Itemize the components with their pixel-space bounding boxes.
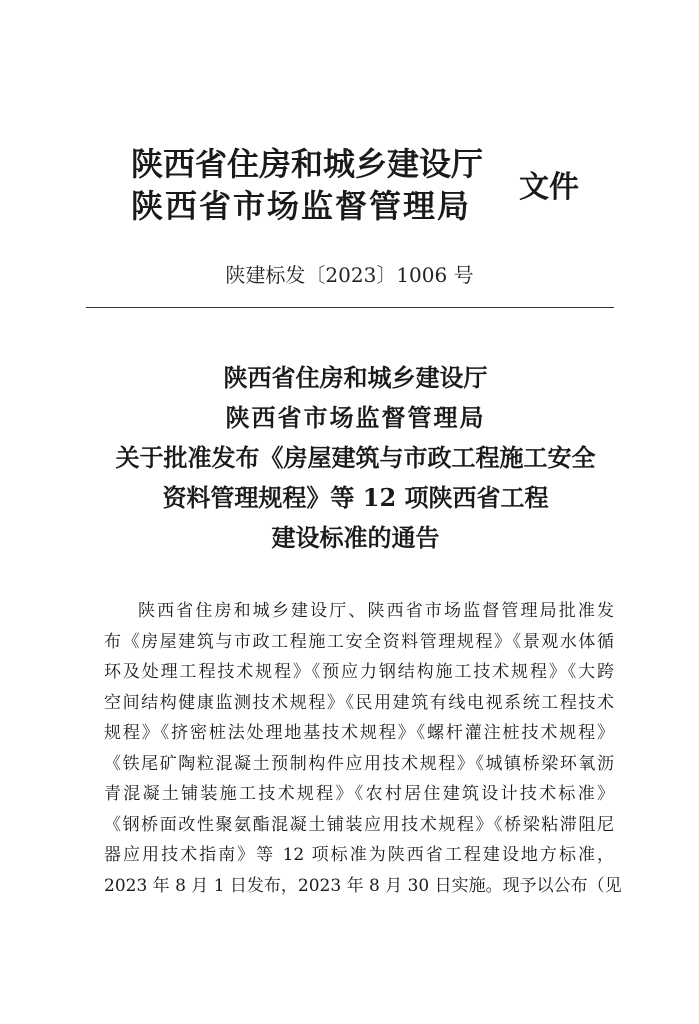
title-line-4: 资料管理规程》等 12 项陕西省工程 [162,483,549,512]
body-line: 《钢桥面改性聚氨酯混凝土铺装应用技术规程》《桥梁粘滞阻尼 [104,814,614,835]
body-line: 《铁尾矿陶粒混凝土预制构件应用技术规程》《城镇桥梁环氧沥 [104,753,614,774]
body-line: 环及处理工程技术规程》《预应力钢结构施工技术规程》《大跨 [104,662,614,682]
title-line-5: 建设标准的通告 [271,523,440,552]
body-line: 规程》《挤密桩法处理地基技术规程》《螺杆灌注桩技术规程》 [104,723,614,743]
document-type-label: 文件 [519,170,579,205]
document-header [131,140,591,240]
issuer-market-regulation-bureau: 陕西省市场监督管理局 [131,187,472,225]
body-line: 布《房屋建筑与市政工程施工安全资料管理规程》《景观水体循 [104,631,614,652]
notice-body [104,596,622,901]
notice-title [0,358,699,558]
title-line-3: 关于批准发布《房屋建筑与市政工程施工安全 [115,443,596,472]
document-number: 陕建标发〔2023〕1006 号 [225,263,474,287]
body-line: 器应用技术指南》等 12 项标准为陕西省工程建设地方标准， [104,845,614,865]
body-line: 青混凝土铺装施工技术规程》《农村居住建筑设计技术标准》 [104,784,614,804]
title-line-2: 陕西省市场监督管理局 [225,403,486,432]
title-line-1: 陕西省住房和城乡建设厅 [223,363,488,392]
issuer-housing-department: 陕西省住房和城乡建设厅 [131,145,484,183]
body-line: 空间结构健康监测技术规程》《民用建筑有线电视系统工程技术 [104,692,614,713]
header-divider [86,307,614,308]
body-line: 陕西省住房和城乡建设厅、陕西省市场监督管理局批准发 [138,601,614,621]
body-line: 2023 年 8 月 1 日发布，2023 年 8 月 30 日实施。现予以公布（见 [104,875,622,896]
